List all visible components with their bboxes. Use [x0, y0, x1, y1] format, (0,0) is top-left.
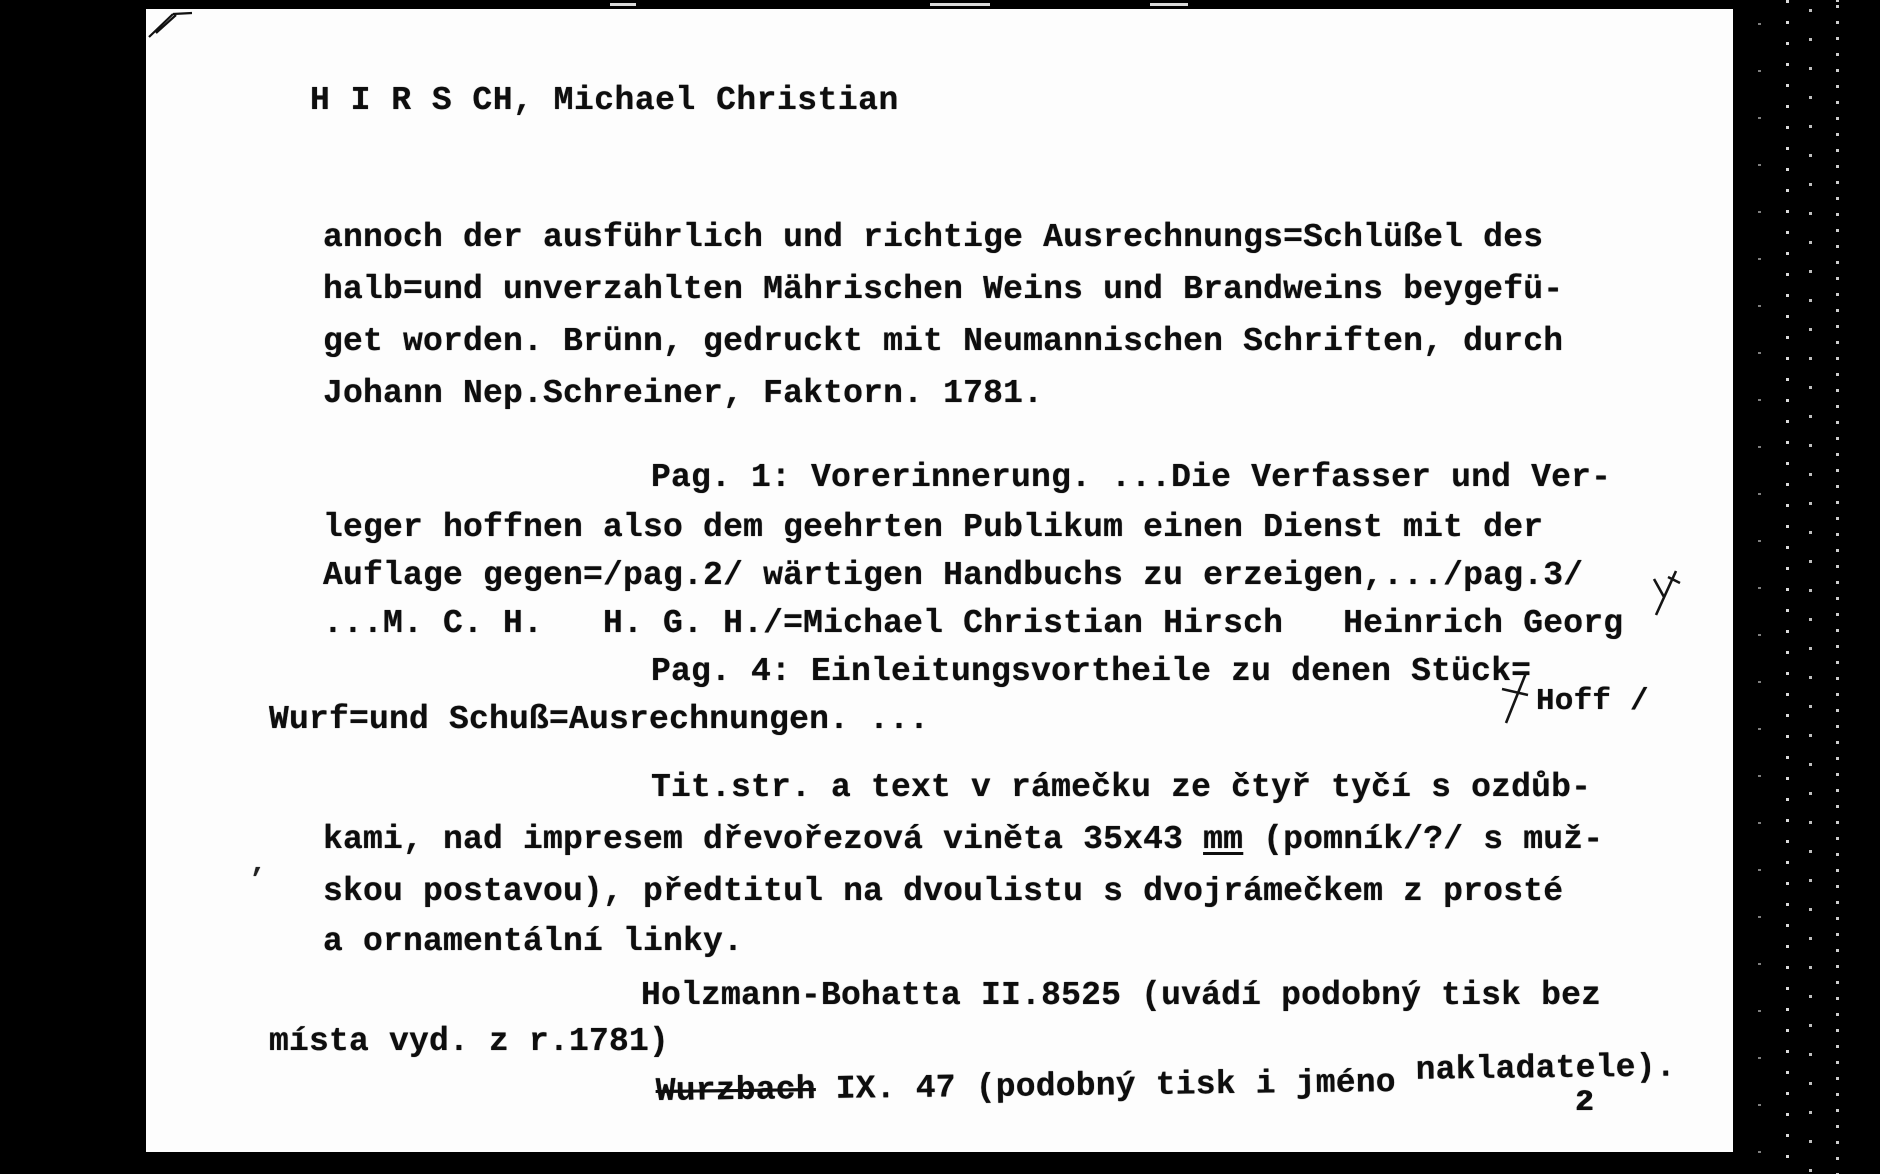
page-number: 2	[1575, 1086, 1594, 1120]
text-line: Pag. 1: Vorerinnerung. ...Die Verfasser und Ver-	[651, 459, 1612, 496]
text-segment-risen: ).	[1635, 1048, 1676, 1087]
text-line: Wurf=und Schuß=Ausrechnungen. ...	[269, 701, 930, 738]
text-line: Auflage gegen=/pag.2/ wärtigen Handbuchs zu erzeigen,.../pag.3/	[323, 557, 1584, 594]
stray-pencil-mark: ,	[250, 849, 268, 880]
text-segment-underlined: mm	[1203, 821, 1244, 858]
scan-artifact-dash	[1150, 3, 1188, 6]
hoff-annotation: Hoff /	[1536, 684, 1649, 719]
text-line: leger hoffnen also dem geehrten Publikum einen Dienst mit der	[323, 509, 1544, 546]
text-line: Holzmann-Bohatta II.8525 (uvádí podobný tisk bez	[641, 977, 1602, 1014]
struck-text-wurzbach: Wurzbach	[655, 1071, 816, 1111]
text-line: halb=und unverzahlten Mährischen Weins und Brandweins beygefü-	[323, 271, 1564, 308]
text-line: Johann Nep.Schreiner, Faktorn. 1781.	[323, 375, 1044, 412]
entry-heading: H I R S CH, Michael Christian	[310, 82, 899, 119]
text-line	[655, 1048, 1677, 1112]
text-line	[323, 820, 1603, 860]
text-line: a ornamentální linky.	[323, 923, 744, 960]
catalog-card	[146, 9, 1733, 1152]
scan-artifact-dash	[930, 3, 990, 6]
scan-noise-column	[1758, 0, 1761, 1174]
text-segment: IX. 47 (podobný tisk i jméno	[815, 1063, 1417, 1109]
text-segment: kami, nad impresem dřevořezová viněta 35x43	[323, 821, 1204, 858]
text-line: Pag. 4: Einleitungsvortheile zu denen Stück=	[651, 653, 1532, 690]
scan-noise-column	[1809, 0, 1812, 1174]
text-segment: (pomník/?/ s muž-	[1243, 821, 1604, 858]
text-line: ...M. C. H. H. G. H./=Michael Christian Hirsch Heinrich Georg	[323, 605, 1624, 642]
text-line: skou postavou), předtitul na dvoulistu s dvojrámečkem z prosté	[323, 873, 1564, 910]
text-line: Tit.str. a text v rámečku ze čtyř tyčí s ozdůb-	[651, 769, 1592, 806]
text-line: annoch der ausführlich und richtige Ausrechnungs=Schlüßel des	[323, 219, 1544, 256]
text-line: místa vyd. z r.1781)	[269, 1023, 670, 1060]
scan-noise-column	[1836, 0, 1839, 1174]
text-line: get worden. Brünn, gedruckt mit Neumannischen Schriften, durch	[323, 323, 1564, 360]
text-segment-risen: nakladatele	[1415, 1049, 1636, 1089]
scan-artifact-dash	[610, 3, 636, 6]
handwritten-slash-mark	[1498, 669, 1532, 727]
page-corner-fold-mark	[146, 9, 194, 45]
scan-noise-column	[1786, 0, 1789, 1174]
handwritten-check-mark	[1646, 567, 1686, 619]
